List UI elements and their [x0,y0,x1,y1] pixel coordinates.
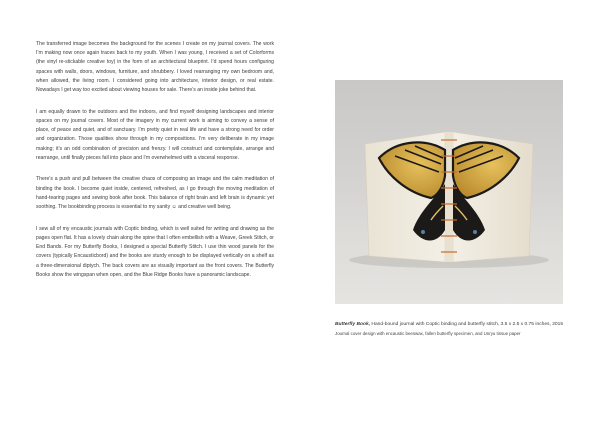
caption-materials: Journal cover design with encaustic beeswax, fallen butterfly specimen, and Unryu tissue paper [335,331,521,336]
butterfly-book-photo [335,80,563,304]
paragraph-1: The transferred image becomes the background for the scenes I create on my journal covers. The work I’m making now once again traces back to my youth. When I was young, I received a set of Colorforms (the vinyl re-stickable creative toy) in the form of an architectural blueprint. I’d spend hours configuring spaces with walls, doors, windows, furniture, and shrubbery. I loved rearranging my own bedroom and, when allowed, the living room. I considered going into architecture, interior design, or real estate. Nowadays I get way too excited about viewing houses for sale. There’s an inside joke behind that. [36,41,274,94]
body-text-column [36,40,274,292]
spine [445,132,453,262]
caption-details: Hand-bound journal with Coptic binding and butterfly stitch, 3.5 x 2.5 x 0.75 inches, 2015 [370,322,564,327]
paragraph-2: I am equally drawn to the outdoors and the indoors, and find myself designing landscapes and interior spaces on my journal covers. Most of the imagery in my current work is aiming to convey a sense of place, of peace and quiet, and of sanctuary. I’m pretty quiet in real life and have a strong need for order and organization. Those qualities show through in my compositions. I’m very deliberate in my image making; it’s an odd combination of precision and frenzy. I will construct and contemplate, arrange and rearrange, until finally pieces fall into place and I’m overwhelmed with a visceral response. [36,108,274,161]
butterfly-book-illustration [335,80,563,304]
photo-caption [335,321,565,337]
paragraph-4: I sew all of my encaustic journals with Coptic binding, which is well suited for writing and drawing as the pages open flat. It has a lovely chain along the spine that I often embellish with a Weave, Greek Stitch, or End Bands. For my Butterfly Books, I designed a special Butterfly Stitch. I use thin wood panels for the covers (typically Encausticbord) and the books are sturdy enough to be displayed vertically on a shelf as a three-dimensional diptych. The back covers are as visually important as the front covers. The Butterfly Books show the wingspan when open, and the Blue Ridge Books have a panoramic landscape. [36,225,274,278]
caption-main [335,321,565,328]
paragraph-3: There’s a push and pull between the creative chaos of composing an image and the calm meditation of binding the book. I become quiet inside, centered, refreshed, as I go through the moving meditation of hand-tearing pages and sewing book after book. This balance of right brain and left brain is dynamic yet soothing. The bookbinding process is essential to my sanity ☺ and creative well being. [36,176,274,211]
caption-title: Butterfly Book, [335,322,371,327]
